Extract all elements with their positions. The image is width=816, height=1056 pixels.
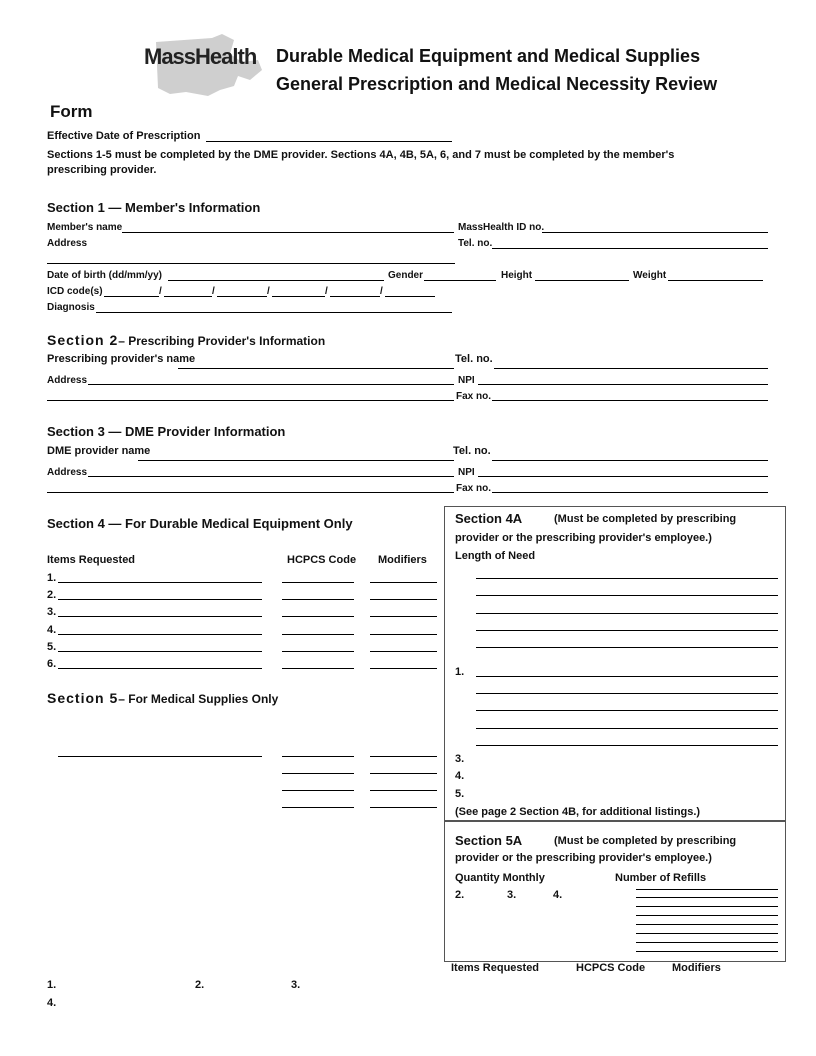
title-line-1: Durable Medical Equipment and Medical Supplies	[276, 46, 701, 66]
number-of-refills-label: Number of Refills	[615, 872, 707, 884]
section-4a-note-line-2: provider or the prescribing provider's employee.)	[455, 532, 712, 544]
refills-field[interactable]	[636, 897, 778, 898]
section-4-title: Section 4 — For Durable Medical Equipment Only	[47, 516, 353, 531]
section-4-modifiers-field[interactable]	[370, 668, 437, 669]
dob-field[interactable]	[168, 280, 384, 281]
refills-field[interactable]	[636, 933, 778, 934]
section-5a-note-line-2: provider or the prescribing provider's employee.)	[455, 852, 712, 864]
section-2-title	[47, 332, 325, 350]
diagnosis-field[interactable]	[96, 312, 452, 313]
icd-separator: /	[267, 286, 270, 297]
section-5-title	[47, 690, 278, 708]
section-4-modifiers-header: Modifiers	[378, 554, 427, 566]
section-2-title-bold: Section 2	[47, 332, 119, 348]
section-4-hcpcs-field[interactable]	[282, 668, 354, 669]
length-of-need-field[interactable]	[476, 613, 778, 614]
section-4-hcpcs-field[interactable]	[282, 599, 354, 600]
section-3-address-field-2[interactable]	[47, 492, 454, 493]
section-4-modifiers-field[interactable]	[370, 616, 437, 617]
section-3-address-label: Address	[47, 467, 88, 478]
icd-separator: /	[159, 286, 162, 297]
footer-hcpcs-header: HCPCS Code	[576, 962, 646, 974]
instructions-line-2: prescribing provider.	[47, 164, 157, 176]
section-2-address-field[interactable]	[88, 384, 454, 385]
section-4-row-number: 4.	[47, 624, 57, 636]
length-of-need-label: Length of Need	[455, 550, 536, 562]
gender-label: Gender	[388, 270, 424, 281]
quantity-monthly-label: Quantity Monthly	[455, 872, 545, 884]
section-4a-see-page: (See page 2 Section 4B, for additional listings.)	[455, 806, 701, 818]
prescribing-provider-name-label: Prescribing provider's name	[47, 353, 196, 365]
section-4-row-number: 6.	[47, 658, 57, 670]
address-field[interactable]	[47, 263, 455, 264]
refills-field[interactable]	[636, 924, 778, 925]
icd-field-4[interactable]	[272, 296, 325, 297]
section-4-row-number: 1.	[47, 572, 57, 584]
dme-provider-name-label: DME provider name	[47, 445, 151, 457]
section-2-tel-field[interactable]	[494, 368, 768, 369]
section-4-item-field[interactable]	[58, 599, 262, 600]
section-4a-note-line-1: (Must be completed by prescribing	[554, 513, 737, 525]
section-4a-number-1: 1.	[455, 666, 465, 678]
height-label: Height	[501, 270, 533, 281]
section-4-item-field[interactable]	[58, 616, 262, 617]
weight-field[interactable]	[668, 280, 763, 281]
icd-field-5[interactable]	[330, 296, 380, 297]
section-5-hcpcs-field[interactable]	[282, 790, 354, 791]
length-of-need-field[interactable]	[476, 578, 778, 579]
section-3-fax-field[interactable]	[492, 492, 768, 493]
section-4-item-field[interactable]	[58, 582, 262, 583]
section-2-address-field-2[interactable]	[47, 400, 454, 401]
length-of-need-field[interactable]	[476, 693, 778, 694]
section-4-items-header: Items Requested	[47, 554, 136, 566]
section-2-npi-field[interactable]	[478, 384, 768, 385]
section-4-hcpcs-field[interactable]	[282, 616, 354, 617]
section-4-row-number: 2.	[47, 589, 57, 601]
tel-field[interactable]	[492, 248, 768, 249]
section-2-title-rest: – Prescribing Provider's Information	[118, 334, 326, 348]
section-4-modifiers-field[interactable]	[370, 582, 437, 583]
section-4-hcpcs-header: HCPCS Code	[287, 554, 357, 566]
icd-separator: /	[380, 286, 383, 297]
section-5a-note-line-1: (Must be completed by prescribing	[554, 835, 737, 847]
refills-field[interactable]	[636, 889, 778, 890]
icd-separator: /	[325, 286, 328, 297]
section-4-modifiers-field[interactable]	[370, 599, 437, 600]
footer-number-2: 2.	[195, 979, 205, 991]
refills-field[interactable]	[636, 942, 778, 943]
length-of-need-field[interactable]	[476, 595, 778, 596]
footer-number-1: 1.	[47, 979, 57, 991]
icd-label: ICD code(s)	[47, 286, 103, 297]
section-5-hcpcs-field[interactable]	[282, 773, 354, 774]
icd-field-2[interactable]	[164, 296, 212, 297]
section-4-modifiers-field[interactable]	[370, 634, 437, 635]
section-4-modifiers-field[interactable]	[370, 651, 437, 652]
title-line-2: General Prescription and Medical Necessity Review	[276, 74, 718, 94]
diagnosis-label: Diagnosis	[47, 302, 95, 313]
length-of-need-field[interactable]	[476, 676, 778, 677]
section-5a-number-2: 2.	[455, 889, 465, 901]
section-4-hcpcs-field[interactable]	[282, 651, 354, 652]
section-5-item-field[interactable]	[58, 756, 262, 757]
section-4-hcpcs-field[interactable]	[282, 634, 354, 635]
section-4a-number-5: 5.	[455, 788, 465, 800]
dob-label: Date of birth (dd/mm/yy)	[47, 270, 163, 281]
section-4a-title: Section 4A	[455, 511, 523, 526]
section-2-fax-field[interactable]	[492, 400, 768, 401]
length-of-need-field[interactable]	[476, 710, 778, 711]
footer-number-3: 3.	[291, 979, 301, 991]
section-3-npi-label: NPI	[458, 467, 475, 478]
members-name-label: Member's name	[47, 222, 123, 233]
section-5-hcpcs-field[interactable]	[282, 756, 354, 757]
section-5-modifiers-field[interactable]	[370, 756, 437, 757]
section-2-tel-label: Tel. no.	[455, 353, 493, 365]
length-of-need-field[interactable]	[476, 630, 778, 631]
refills-field[interactable]	[636, 906, 778, 907]
masshealth-id-field[interactable]	[542, 232, 768, 233]
refills-field[interactable]	[636, 951, 778, 952]
section-4-hcpcs-field[interactable]	[282, 582, 354, 583]
section-3-npi-field[interactable]	[478, 476, 768, 477]
footer-items-header: Items Requested	[451, 962, 540, 974]
section-5-hcpcs-field[interactable]	[282, 807, 354, 808]
gender-field[interactable]	[424, 280, 496, 281]
refills-field[interactable]	[636, 915, 778, 916]
icd-field-3[interactable]	[217, 296, 267, 297]
masshealth-logo: MassHealth	[144, 44, 257, 69]
section-3-tel-field[interactable]	[492, 460, 768, 461]
section-3-fax-label: Fax no.	[456, 483, 492, 494]
section-5a-number-4: 4.	[553, 889, 563, 901]
icd-separator: /	[212, 286, 215, 297]
prescribing-provider-name-field[interactable]	[178, 368, 454, 369]
section-4a-number-3: 3.	[455, 753, 465, 765]
effective-date-field[interactable]	[206, 141, 452, 142]
section-4-item-field[interactable]	[58, 668, 262, 669]
section-5-modifiers-field[interactable]	[370, 790, 437, 791]
section-3-title: Section 3 — DME Provider Information	[47, 424, 286, 439]
footer-modifiers-header: Modifiers	[672, 962, 721, 974]
section-4-row-number: 5.	[47, 641, 57, 653]
section-5a-title: Section 5A	[455, 833, 523, 848]
section-2-npi-label: NPI	[458, 375, 475, 386]
section-5-modifiers-field[interactable]	[370, 773, 437, 774]
section-1-title: Section 1 — Member's Information	[47, 200, 261, 215]
section-2-fax-label: Fax no.	[456, 391, 492, 402]
section-4-row-number: 3.	[47, 606, 57, 618]
instructions-line-1: Sections 1-5 must be completed by the DME provider. Sections 4A, 4B, 5A, 6, and 7 must be completed by the member's	[47, 149, 675, 161]
dme-provider-name-field[interactable]	[138, 460, 454, 461]
footer-number-4: 4.	[47, 997, 57, 1009]
section-4-item-field[interactable]	[58, 651, 262, 652]
icd-field-1[interactable]	[104, 296, 159, 297]
height-field[interactable]	[535, 280, 629, 281]
icd-field-6[interactable]	[385, 296, 435, 297]
length-of-need-field[interactable]	[476, 745, 778, 746]
effective-date-label: Effective Date of Prescription	[47, 130, 201, 142]
section-5-title-rest: – For Medical Supplies Only	[118, 692, 279, 706]
form-label: Form	[50, 102, 93, 121]
tel-label: Tel. no.	[458, 238, 493, 249]
length-of-need-field[interactable]	[476, 728, 778, 729]
section-3-address-field[interactable]	[88, 476, 454, 477]
masshealth-id-label: MassHealth ID no.	[458, 222, 545, 233]
members-name-field[interactable]	[122, 232, 454, 233]
length-of-need-field[interactable]	[476, 647, 778, 648]
section-2-address-label: Address	[47, 375, 88, 386]
address-label: Address	[47, 238, 88, 249]
section-5a-number-3: 3.	[507, 889, 517, 901]
section-5-title-bold: Section 5	[47, 690, 119, 706]
section-4-item-field[interactable]	[58, 634, 262, 635]
section-5-modifiers-field[interactable]	[370, 807, 437, 808]
weight-label: Weight	[633, 270, 667, 281]
section-3-tel-label: Tel. no.	[453, 445, 491, 457]
section-4a-number-4: 4.	[455, 770, 465, 782]
